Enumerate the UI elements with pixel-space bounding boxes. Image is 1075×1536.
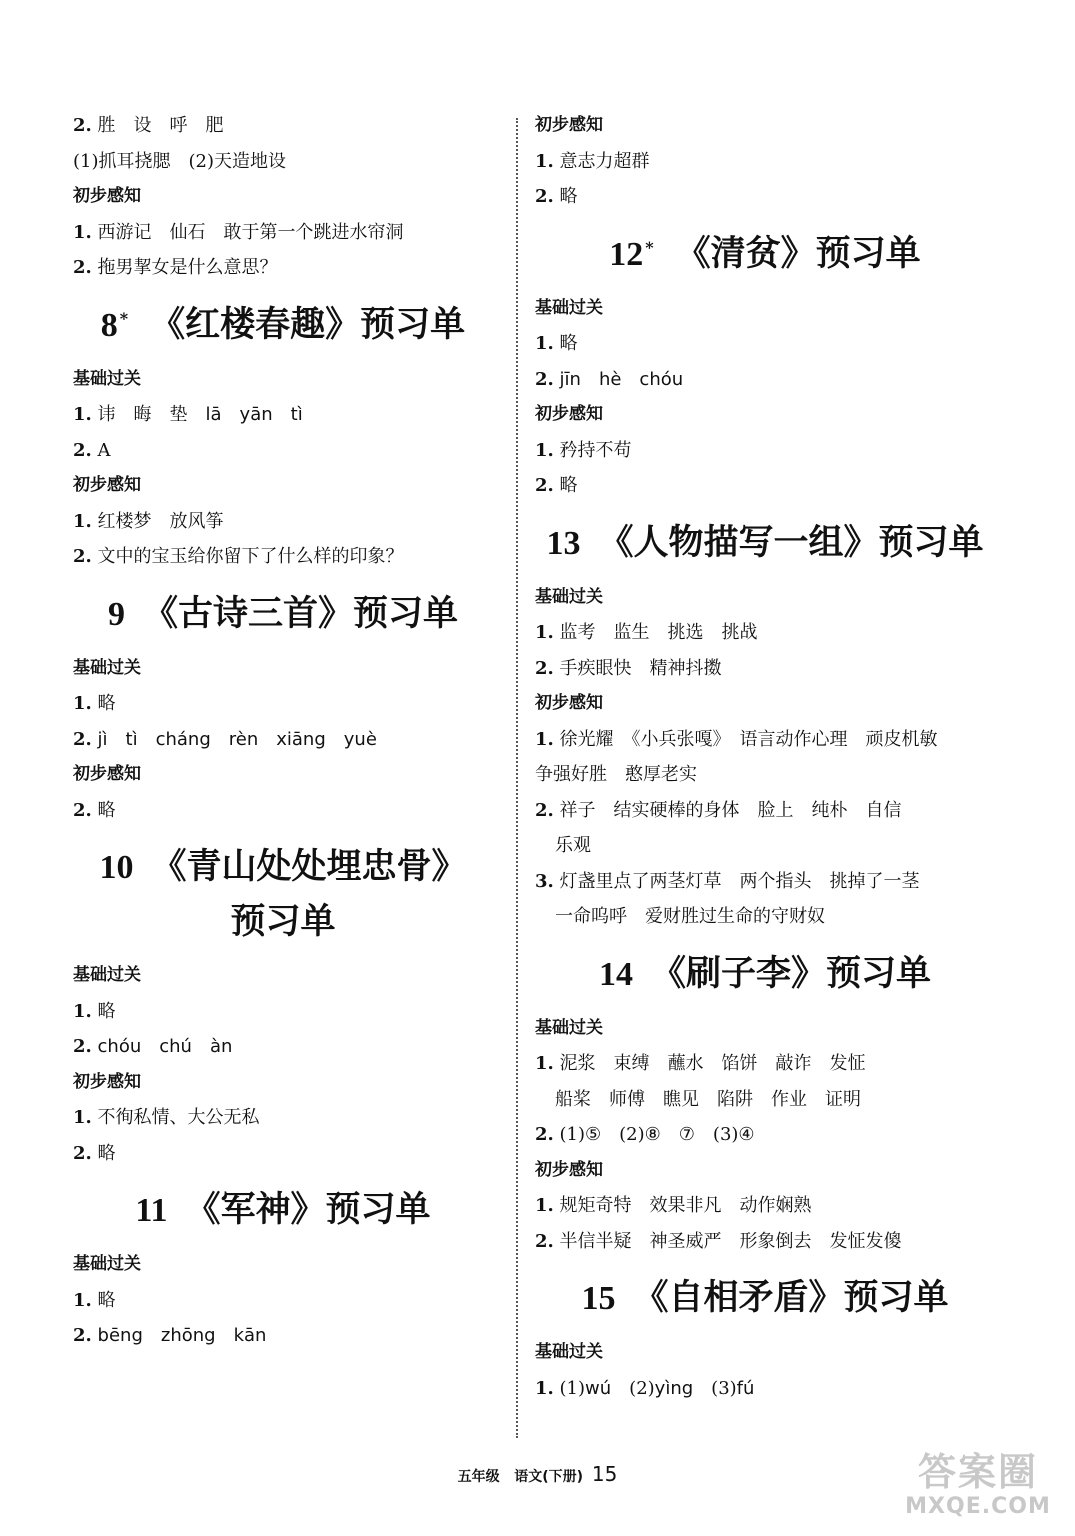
answer-number: 1. [73, 510, 92, 532]
footer-grade: 五年级 [457, 1469, 500, 1485]
answer-number: 2. [73, 728, 92, 750]
answer-line [535, 722, 995, 758]
lesson-title: 《人物描写一组》预习单 [598, 521, 984, 563]
pinyin-text: yìng [654, 1377, 694, 1399]
answer-line [73, 1029, 493, 1065]
answer-line [535, 757, 995, 793]
answer-text: 灯盏里点了两茎灯草 两个指头 挑掉了一茎 [559, 870, 920, 892]
answer-number: 1. [535, 150, 554, 172]
answer-line [73, 215, 493, 251]
answer-line [535, 1371, 995, 1407]
answer-text: 略 [97, 1142, 116, 1164]
answer-number: 2. [535, 475, 554, 496]
answer-line [73, 504, 493, 540]
answer-line [535, 362, 995, 398]
answer-number: 2. [535, 657, 554, 679]
answer-text: 徐光耀 《小兵张嘎》 语言动作心理 顽皮机敏 [559, 728, 938, 750]
answer-number: 2. [73, 257, 92, 278]
answer-number: 3. [535, 870, 554, 892]
answer-number: 2. [73, 799, 92, 821]
answer-line [535, 326, 995, 362]
answer-number: 2. [73, 115, 92, 136]
answer-text: 讳 晦 垫 [97, 404, 206, 425]
pinyin-text: lā yān tì [205, 404, 303, 425]
answer-line [535, 1188, 995, 1224]
section-label: 基础过关 [535, 1342, 603, 1362]
optional-star: * [119, 308, 129, 328]
answer-line [535, 1117, 995, 1153]
footer-subject: 语文(下册) [514, 1469, 584, 1485]
answer-line [535, 864, 995, 900]
section-label: 初步感知 [535, 404, 603, 424]
answer-text: 半信半疑 神圣威严 形象倒去 发怔发傻 [559, 1230, 902, 1252]
answer-text: 船桨 师傅 瞧见 陷阱 作业 证明 [555, 1088, 861, 1110]
left-column [73, 108, 493, 1354]
watermark-logo [893, 1450, 1063, 1530]
answer-number: 1. [73, 404, 92, 425]
answer-line [535, 899, 995, 935]
answer-line [73, 1318, 493, 1354]
column-divider [516, 118, 518, 1438]
answer-number: 2. [535, 186, 554, 207]
lesson-number: 10 [99, 849, 134, 886]
section-label: 初步感知 [535, 693, 603, 713]
section-label: 基础过关 [73, 657, 141, 678]
answer-text: 规矩奇特 效果非凡 动作娴熟 [559, 1195, 812, 1216]
answer-number: 1. [73, 1289, 92, 1311]
pinyin-text: jīn hè chóu [559, 368, 684, 390]
lesson-title: 《红楼春趣》预习单 [150, 303, 466, 345]
lesson-heading [73, 843, 493, 892]
answer-line [535, 1082, 995, 1118]
pinyin-text: bēng zhōng kān [97, 1325, 267, 1346]
lesson-heading [535, 519, 995, 568]
section-label: 基础过关 [535, 586, 603, 607]
answer-text: 争强好胜 憨厚老实 [535, 764, 697, 785]
lesson-number: 13 [546, 524, 581, 562]
answer-number: 1. [535, 1195, 554, 1216]
section-label: 初步感知 [535, 115, 603, 135]
lesson-heading [73, 590, 493, 639]
pinyin-text: chóu chú àn [97, 1036, 233, 1057]
answer-number: 2. [73, 546, 92, 567]
lesson-title: 《青山处处埋忠骨》 [151, 846, 467, 887]
answer-text: 略 [97, 693, 116, 714]
answer-line [73, 722, 493, 758]
answer-number: 1. [535, 1053, 554, 1074]
pinyin-text: jì tì cháng rèn xiāng yuè [97, 728, 377, 750]
lesson-heading [535, 230, 995, 279]
answer-text: (3) [693, 1377, 737, 1399]
answer-number: 2. [535, 799, 554, 821]
section-label: 初步感知 [535, 1159, 603, 1180]
answer-text: 监考 监生 挑选 挑战 [559, 622, 758, 643]
lesson-title: 《古诗三首》预习单 [142, 592, 458, 634]
answer-line [73, 433, 493, 469]
answer-text: 手疾眼快 精神抖擞 [559, 657, 722, 679]
answer-text: 意志力超群 [559, 150, 650, 172]
answer-line [535, 615, 995, 651]
section-label: 初步感知 [73, 764, 141, 784]
answer-text: 略 [559, 475, 578, 496]
answer-line [73, 108, 493, 144]
section-label: 初步感知 [73, 1071, 141, 1092]
lesson-title: 《刷子李》预习单 [650, 952, 931, 994]
answer-number: 1. [73, 1000, 92, 1022]
answer-line [535, 144, 995, 180]
answer-line [73, 686, 493, 722]
answer-text: (2) [611, 1377, 655, 1399]
answer-text: 泥浆 束缚 蘸水 馅饼 敲诈 发怔 [559, 1053, 866, 1074]
section-label: 基础过关 [73, 965, 141, 985]
answer-line [73, 539, 493, 575]
answer-text: 略 [559, 333, 578, 354]
answer-line [73, 1100, 493, 1136]
lesson-number: 14 [598, 955, 633, 993]
section-label: 初步感知 [73, 475, 141, 495]
lesson-title: 《军神》预习单 [185, 1189, 431, 1230]
optional-star: * [645, 237, 654, 257]
answer-line [73, 793, 493, 829]
answer-line [535, 1224, 995, 1260]
answer-number: 1. [73, 1107, 92, 1128]
answer-line [73, 994, 493, 1030]
answer-line [535, 179, 995, 215]
answer-text: 乐观 [555, 835, 591, 856]
section-label: 基础过关 [535, 1017, 603, 1038]
watermark-line2: MXQE.COM [905, 1494, 1051, 1519]
answer-number: 1. [535, 333, 554, 354]
answer-line [73, 144, 493, 180]
answer-text: 胜 设 呼 肥 [97, 115, 224, 136]
page-number: 15 [591, 1462, 618, 1486]
answer-number: 1. [73, 693, 92, 714]
lesson-title: 《自相矛盾》预习单 [633, 1277, 949, 1318]
answer-text: (1) [559, 1377, 586, 1399]
section-label: 基础过关 [535, 297, 603, 318]
answer-number: 1. [535, 439, 554, 461]
section-label: 初步感知 [73, 186, 141, 206]
pinyin-text: fú [736, 1377, 755, 1399]
answer-line [535, 793, 995, 829]
answer-number: 2. [73, 1325, 92, 1346]
answer-text: A [97, 439, 111, 461]
watermark-line1: 答案圈 [917, 1450, 1038, 1494]
answer-line [535, 651, 995, 687]
answer-text: 略 [559, 186, 578, 207]
lesson-number: 9 [107, 595, 125, 633]
answer-number: 1. [535, 728, 554, 750]
pinyin-text: wú [585, 1377, 612, 1399]
lesson-heading [535, 950, 995, 999]
section-label: 基础过关 [73, 1254, 141, 1274]
lesson-heading [73, 301, 493, 350]
answer-line [73, 397, 493, 433]
answer-text: 祥子 结实硬棒的身体 脸上 纯朴 自信 [559, 799, 902, 821]
answer-number: 2. [73, 1142, 92, 1164]
answer-number: 1. [535, 1377, 554, 1399]
answer-text: 不徇私情、大公无私 [97, 1107, 260, 1128]
answer-line [73, 1283, 493, 1319]
section-label: 基础过关 [73, 368, 141, 389]
answer-line [535, 468, 995, 504]
answer-number: 1. [535, 622, 554, 643]
answer-number: 2. [73, 1036, 92, 1057]
answer-line [73, 1136, 493, 1172]
answer-line [73, 250, 493, 286]
answer-number: 2. [535, 1230, 554, 1252]
answer-text: 西游记 仙石 敢于第一个跳进水帘洞 [97, 221, 404, 243]
answer-text: 略 [97, 1000, 116, 1022]
answer-text: 矜持不苟 [559, 439, 632, 461]
lesson-heading [535, 1274, 995, 1323]
answer-text: 拖男挈女是什么意思？ [97, 257, 278, 278]
answer-text: 红楼梦 放风筝 [97, 510, 224, 532]
answer-line [535, 1046, 995, 1082]
lesson-number: 8 [100, 306, 118, 344]
right-column [535, 108, 995, 1406]
lesson-heading-cont: 预习单 [230, 901, 336, 942]
lesson-number: 11 [135, 1192, 168, 1229]
answer-text: 文中的宝玉给你留下了什么样的印象？ [97, 546, 404, 567]
answer-text: (1)⑤ (2)⑧ ⑦ (3)④ [559, 1124, 755, 1145]
lesson-number: 15 [581, 1280, 616, 1317]
answer-text: 略 [97, 799, 116, 821]
answer-number: 2. [535, 368, 554, 390]
answer-number: 1. [73, 221, 92, 243]
answer-line [535, 433, 995, 469]
answer-line [535, 828, 995, 864]
lesson-heading [73, 1186, 493, 1235]
lesson-title: 《清贫》预习单 [675, 232, 921, 274]
answer-number: 2. [535, 1124, 554, 1145]
answer-text: 略 [97, 1289, 116, 1311]
answer-number: 2. [73, 439, 92, 461]
answer-text: 一命呜呼 爱财胜过生命的守财奴 [555, 906, 825, 927]
lesson-number: 12 [609, 235, 644, 273]
answer-text: (1)抓耳挠腮 (2)天造地设 [73, 150, 286, 172]
